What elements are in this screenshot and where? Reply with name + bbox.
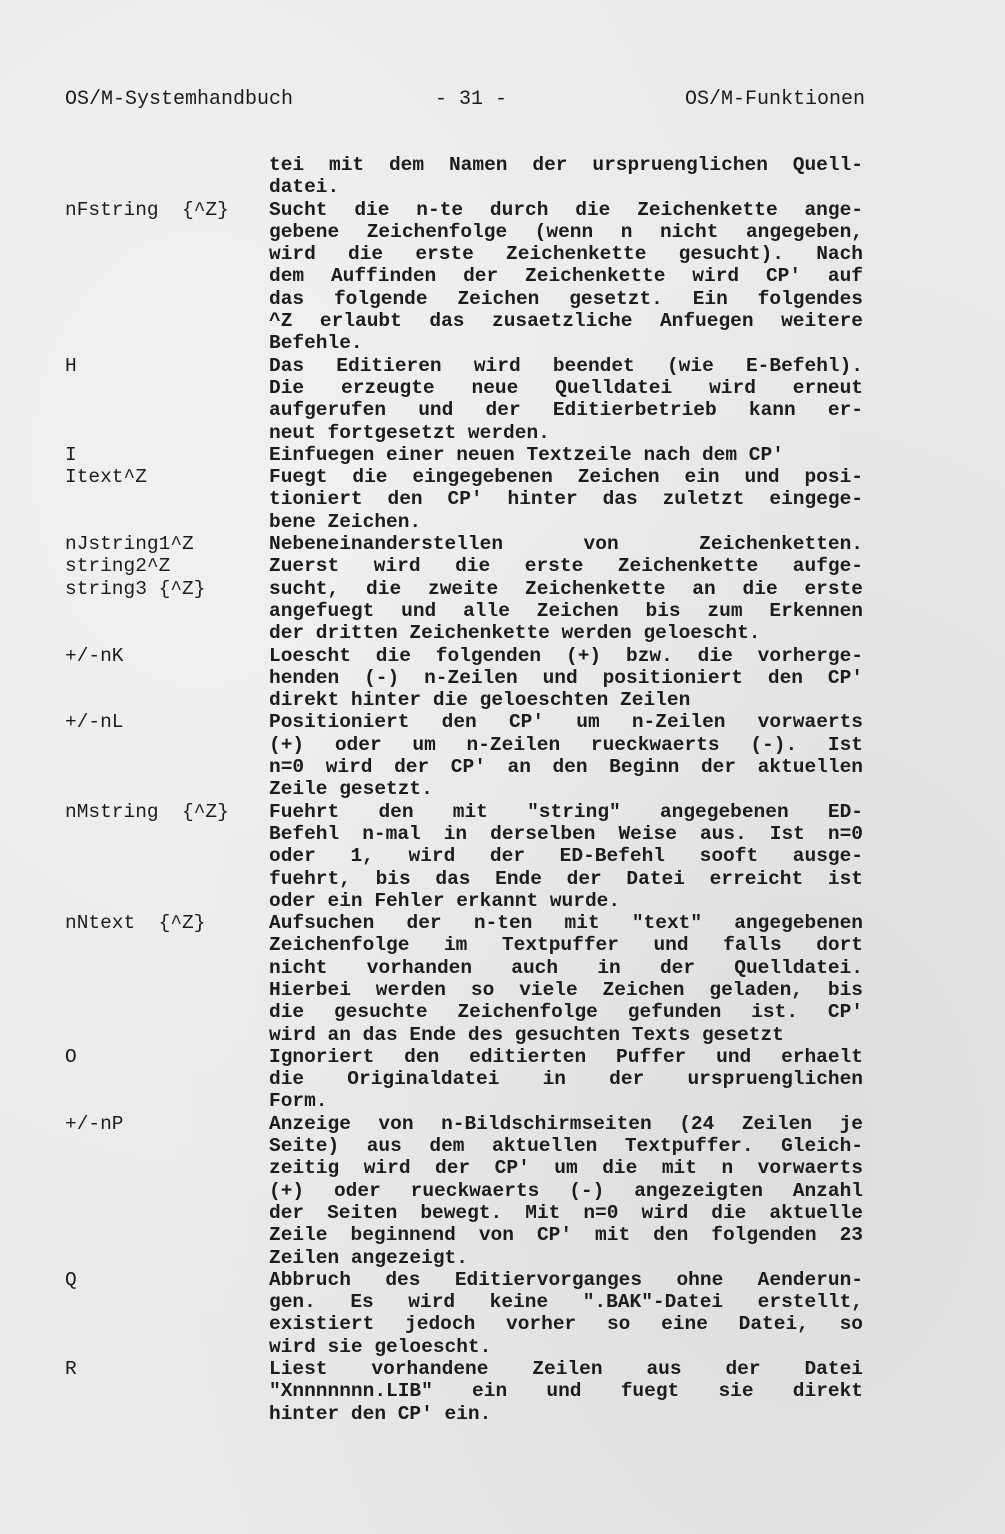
description-line: Nebeneinanderstellen von Zeichenketten. <box>269 533 863 556</box>
description-line: Zeilen angezeigt. <box>269 1246 468 1269</box>
description-line: Hierbei werden so viele Zeichen geladen, bis <box>269 978 863 1001</box>
description-line: existiert jedoch vorher so eine Datei, so <box>269 1313 863 1336</box>
command-syntax-line: nMstring {^Z} <box>65 800 229 823</box>
command-syntax <box>65 1269 269 1291</box>
command-entry <box>65 444 865 466</box>
description-line: neut fortgesetzt werden. <box>269 421 550 444</box>
description-line: der dritten Zeichenkette werden geloescht. <box>269 622 761 645</box>
command-entry <box>65 1269 865 1358</box>
description-line: zeitig wird der CP' um die mit n vorwaerts <box>269 1157 863 1180</box>
description-line: Aufsuchen der n-ten mit "text" angegebenen <box>269 912 863 935</box>
command-entry <box>65 355 865 444</box>
description-line: tioniert den CP' hinter das zuletzt eingege- <box>269 488 863 511</box>
command-syntax <box>65 355 269 377</box>
command-syntax-line: +/-nP <box>65 1112 124 1135</box>
command-entry <box>65 1358 865 1425</box>
command-syntax <box>65 1358 269 1380</box>
running-header <box>65 86 865 114</box>
command-description <box>269 912 863 1046</box>
description-line: gen. Es wird keine ".BAK"-Datei erstellt, <box>269 1291 863 1314</box>
command-description <box>269 199 863 355</box>
description-line: wird an das Ende des gesuchten Texts gesetzt <box>269 1023 784 1046</box>
description-line: Die erzeugte neue Quelldatei wird erneut <box>269 376 863 399</box>
command-syntax-line: nNtext {^Z} <box>65 912 206 935</box>
command-entry <box>65 1046 865 1113</box>
description-line: wird sie geloescht. <box>269 1335 492 1358</box>
command-entry <box>65 533 865 644</box>
description-line: der Seiten bewegt. Mit n=0 wird die aktuelle <box>269 1201 863 1224</box>
command-syntax-line: nFstring {^Z} <box>65 198 229 221</box>
description-line: oder ein Fehler erkannt wurde. <box>269 889 621 912</box>
description-line: Einfuegen einer neuen Textzeile nach dem CP' <box>269 443 784 466</box>
description-line: sucht, die zweite Zeichenkette an die erste <box>269 577 863 600</box>
description-line: Befehl n-mal in derselben Weise aus. Ist n=0 <box>269 822 863 845</box>
description-line: nicht vorhanden auch in der Quelldatei. <box>269 956 863 979</box>
description-line: Zeichenfolge im Textpuffer und falls dort <box>269 934 863 957</box>
command-entry <box>65 1113 865 1269</box>
command-entry <box>65 645 865 712</box>
description-line: dem Auffinden der Zeichenkette wird CP' auf <box>269 265 863 288</box>
description-line: (+) oder rueckwaerts (-) angezeigten Anzahl <box>269 1179 863 1202</box>
command-syntax-line: nJstring1^Z <box>65 533 194 556</box>
description-line: Zeile gesetzt. <box>269 778 433 801</box>
description-line: n=0 wird der CP' an den Beginn der aktuellen <box>269 756 863 779</box>
command-list <box>65 154 865 1425</box>
description-line: aufgerufen und der Editierbetrieb kann er- <box>269 399 863 422</box>
description-line: die Originaldatei in der urspruenglichen <box>269 1068 863 1091</box>
command-syntax-line: R <box>65 1358 77 1381</box>
command-entry <box>65 801 865 912</box>
description-line: direkt hinter die geloeschten Zeilen <box>269 689 691 712</box>
description-line: Positioniert den CP' um n-Zeilen vorwaerts <box>269 711 863 734</box>
description-line: Befehle. <box>269 332 363 355</box>
command-syntax <box>65 444 269 466</box>
description-line: Zuerst wird die erste Zeichenkette aufge- <box>269 555 863 578</box>
command-syntax <box>65 466 269 488</box>
command-syntax <box>65 645 269 667</box>
description-line: Sucht die n-te durch die Zeichenkette ange- <box>269 198 863 221</box>
description-line: Zeile beginnend von CP' mit den folgenden 23 <box>269 1224 863 1247</box>
description-line: Anzeige von n-Bildschirmseiten (24 Zeilen je <box>269 1112 863 1135</box>
command-description <box>269 533 863 644</box>
command-syntax-line: H <box>65 354 77 377</box>
command-entry <box>65 199 865 355</box>
command-syntax <box>65 1046 269 1068</box>
command-description <box>269 1269 863 1358</box>
description-line: oder 1, wird der ED-Befehl sooft ausge- <box>269 845 863 868</box>
description-line: gebene Zeichenfolge (wenn n nicht angegeben, <box>269 220 863 243</box>
description-line: wird die erste Zeichenkette gesucht). Nach <box>269 243 863 266</box>
description-line: Seite) aus dem aktuellen Textpuffer. Gleich- <box>269 1135 863 1158</box>
command-syntax <box>65 1113 269 1135</box>
description-line: die gesuchte Zeichenfolge gefunden ist. CP' <box>269 1001 863 1024</box>
command-description <box>269 466 863 533</box>
command-syntax-line: Itext^Z <box>65 466 147 489</box>
description-line: fuehrt, bis das Ende der Datei erreicht ist <box>269 867 863 890</box>
description-line: hinter den CP' ein. <box>269 1402 492 1425</box>
description-line: ^Z erlaubt das zusaetzliche Anfuegen weitere <box>269 310 863 333</box>
description-line: bene Zeichen. <box>269 510 422 533</box>
description-line: das folgende Zeichen gesetzt. Ein folgendes <box>269 287 863 310</box>
command-syntax-line: string3 {^Z} <box>65 577 206 600</box>
command-syntax-line: Q <box>65 1268 77 1291</box>
command-description <box>269 444 863 466</box>
command-description <box>269 355 863 444</box>
command-syntax-line: +/-nL <box>65 711 124 734</box>
description-line: angefuegt und alle Zeichen bis zum Erkennen <box>269 599 863 622</box>
command-entry <box>65 711 865 800</box>
command-syntax <box>65 801 269 823</box>
description-line: datei. <box>269 176 340 199</box>
description-line: tei mit dem Namen der urspruenglichen Quell- <box>269 154 863 176</box>
header-page-number: - 31 - <box>434 88 507 111</box>
command-description <box>269 154 863 199</box>
command-entry <box>65 154 865 199</box>
command-syntax <box>65 533 269 600</box>
command-description <box>269 801 863 912</box>
header-chapter-title: OS/M-Funktionen <box>684 88 865 111</box>
description-line: Abbruch des Editiervorganges ohne Aenderun- <box>269 1268 863 1291</box>
command-syntax-line: I <box>65 443 77 466</box>
header-book-title: OS/M-Systemhandbuch <box>65 88 294 111</box>
command-description <box>269 645 863 712</box>
description-line: Fuegt die eingegebenen Zeichen ein und posi- <box>269 466 863 489</box>
description-line: Liest vorhandene Zeilen aus der Datei <box>269 1358 863 1381</box>
description-line: Loescht die folgenden (+) bzw. die vorherge- <box>269 644 863 667</box>
description-line: Das Editieren wird beendet (wie E-Befehl). <box>269 354 863 377</box>
command-description <box>269 1046 863 1113</box>
description-line: henden (-) n-Zeilen und positioniert den CP' <box>269 666 863 689</box>
command-syntax <box>65 199 269 221</box>
command-description <box>269 1358 863 1425</box>
command-syntax <box>65 711 269 733</box>
command-syntax-line: +/-nK <box>65 644 124 667</box>
description-line: "Xnnnnnnn.LIB" ein und fuegt sie direkt <box>269 1380 863 1403</box>
description-line: Fuehrt den mit "string" angegebenen ED- <box>269 800 863 823</box>
command-entry <box>65 912 865 1046</box>
command-description <box>269 1113 863 1269</box>
command-syntax <box>65 912 269 934</box>
command-syntax-line: O <box>65 1045 77 1068</box>
command-syntax-line: string2^Z <box>65 555 171 578</box>
description-line: Ignoriert den editierten Puffer und erhaelt <box>269 1045 863 1068</box>
command-description <box>269 711 863 800</box>
command-entry <box>65 466 865 533</box>
description-line: (+) oder um n-Zeilen rueckwaerts (-). Ist <box>269 733 863 756</box>
description-line: Form. <box>269 1090 328 1113</box>
